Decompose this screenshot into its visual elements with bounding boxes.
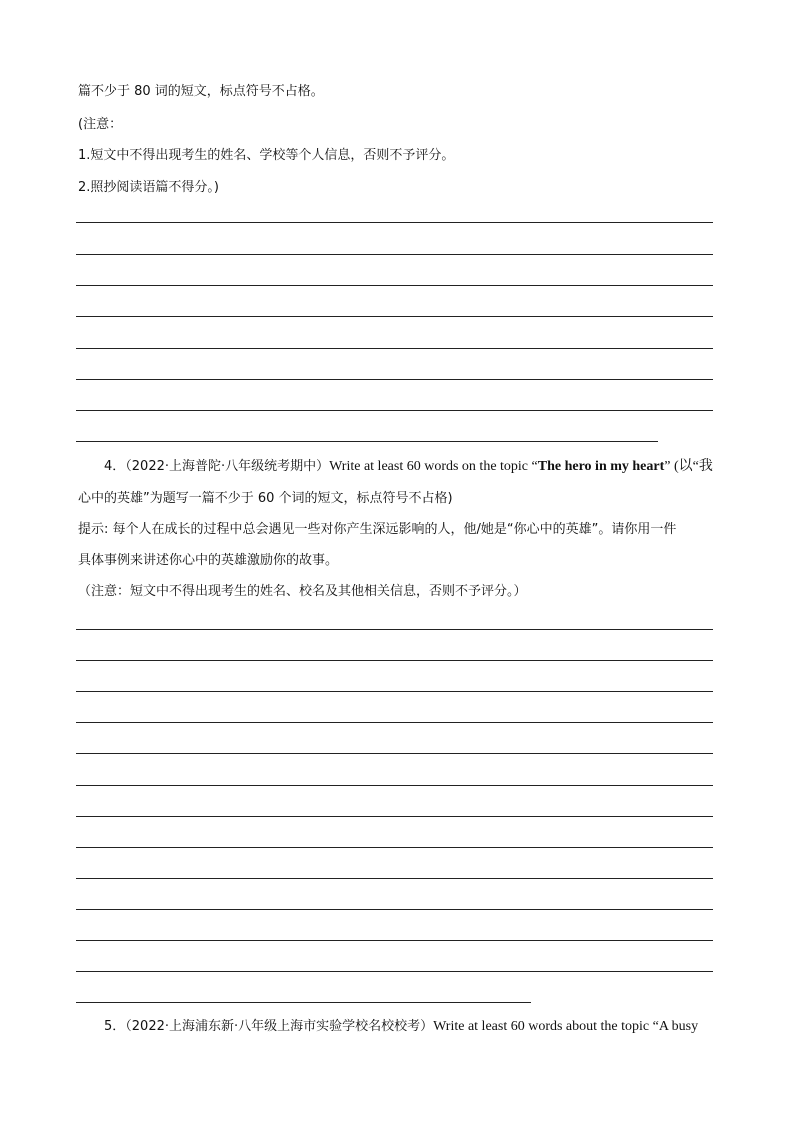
q4-title-line xyxy=(104,458,713,476)
writing-line xyxy=(76,878,713,879)
writing-line xyxy=(76,222,713,223)
writing-line xyxy=(76,722,713,723)
q3-prompt-line: 篇不少于 80 词的短文，标点符号不占格。 xyxy=(78,84,324,99)
writing-line xyxy=(76,254,713,255)
writing-line xyxy=(76,629,713,630)
q3-note-header: (注意： xyxy=(78,117,123,132)
q5-prompt-english: Write at least 60 words about the topic “A busy xyxy=(433,1019,699,1034)
writing-line xyxy=(76,753,713,754)
question-number: 5． xyxy=(104,1019,126,1034)
q3-note-2: 2.照抄阅读语篇不得分。) xyxy=(78,180,219,195)
q3-note-1: 1.短文中不得出现考生的姓名、学校等个人信息，否则不予评分。 xyxy=(78,148,455,163)
q4-hint-line-1: 提示: 每个人在成长的过程中总会遇见一些对你产生深远影响的人，他/她是“你心中的英雄”。请你用一件 xyxy=(78,522,677,537)
q5-title-line xyxy=(104,1018,698,1036)
writing-line xyxy=(76,691,713,692)
q4-prompt-tail: ” (以“我 xyxy=(664,459,713,474)
question-source: （2022·上海普陀·八年级统考期中） xyxy=(125,459,330,474)
q4-hint-line-2: 具体事例来讲述你心中的英雄激励你的故事。 xyxy=(78,553,339,568)
writing-line xyxy=(76,348,713,349)
writing-line xyxy=(76,940,713,941)
writing-line xyxy=(76,316,713,317)
writing-line-short xyxy=(76,1002,531,1003)
writing-line xyxy=(76,847,713,848)
writing-line xyxy=(76,785,713,786)
writing-line-short xyxy=(76,441,658,442)
question-source: （2022·上海浦东新·八年级上海市实验学校名校校考） xyxy=(125,1019,434,1034)
writing-line xyxy=(76,909,713,910)
writing-line xyxy=(76,816,713,817)
writing-line xyxy=(76,971,713,972)
writing-line xyxy=(76,285,713,286)
q4-note: （注意：短文中不得出现考生的姓名、校名及其他相关信息，否则不予评分。） xyxy=(78,584,527,599)
q4-topic: The hero in my heart xyxy=(537,459,665,474)
writing-line xyxy=(76,410,713,411)
writing-line xyxy=(76,660,713,661)
writing-line xyxy=(76,379,713,380)
q4-prompt-english: Write at least 60 words on the topic “ xyxy=(329,459,538,474)
q4-prompt-line-2: 心中的英雄”为题写一篇不少于 60 个词的短文，标点符号不占格) xyxy=(78,491,453,506)
question-number: 4． xyxy=(104,459,126,474)
